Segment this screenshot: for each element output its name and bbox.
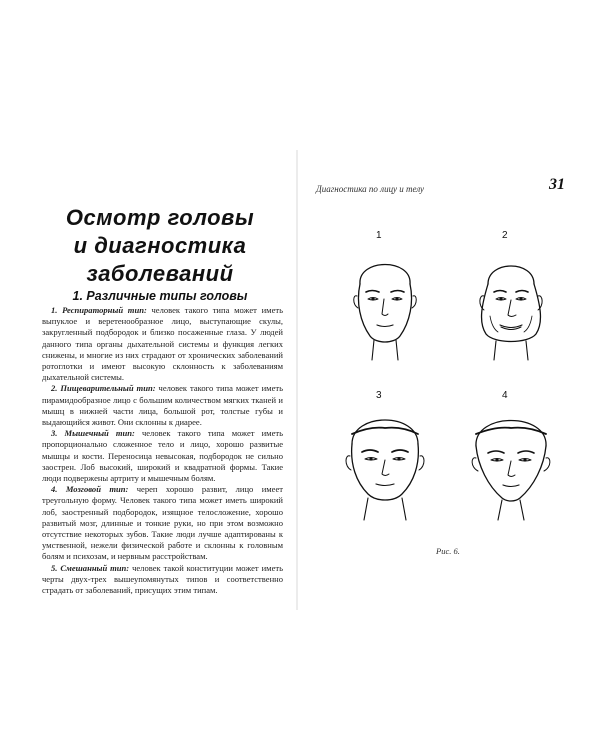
paragraph-muscular (42, 428, 283, 484)
chapter-heading (40, 204, 280, 288)
paragraph-text: человек такого типа может иметь пирамидообразное лицо с большим количеством мягких тканей и мышц в нижней части лица, большой рот, толстые губы и выдающийся живот. Они склонны к диарее. (42, 383, 284, 428)
term: 3. Мышечный тип: (51, 428, 135, 439)
figure-label-3: 3 (376, 390, 382, 401)
page-number: 31 (549, 176, 565, 193)
figure-label-1: 1 (376, 230, 382, 241)
page-gutter (296, 150, 298, 610)
face-illustration-4 (456, 404, 566, 528)
head-types-figure (330, 218, 570, 548)
body-text (42, 305, 283, 596)
paragraph-text: человек такого типа может иметь выпуклое и веретенообразное лицо, выступающие скулы, закругленный подбородок и близко посаженные глаза. У людей данного типа органы дыхательной системы и функция легких снижены, и многие из них страдают от хронических заболеваний ротоглотки и имеют высокую склонность к заболеваниям дыхательной системы. (42, 305, 283, 383)
term: 4. Мозговой тип: (51, 484, 129, 495)
paragraph-text: череп хорошо развит, лицо имеет треугольную форму. Человек такого типа может иметь широкий лоб, заостренный подбородок, изящное телосложение, хорошо развитый мозг, длинные и тонкие руки, но при этом возможно отсутствие некоторых зубов. Такие люди лучше адаптированы к умственной, нежели физической работе и склонны к головным болям и психозам, и нервным расстройствам. (42, 484, 283, 562)
heading-line: Осмотр головы (65, 205, 255, 230)
face-illustration-3 (330, 404, 440, 528)
section-subheading: 1. Различные типы головы (72, 289, 248, 303)
paragraph-mixed (42, 563, 283, 597)
face-illustration-1 (330, 244, 440, 368)
figure-label-4: 4 (502, 390, 508, 401)
term: 5. Смешанный тип: (51, 562, 130, 573)
term: 2. Пищеварительный тип: (51, 383, 156, 394)
term: 1. Респираторный тип: (51, 305, 147, 315)
figure-label-2: 2 (502, 230, 508, 241)
paragraph-digestive (42, 383, 283, 428)
paragraph-respiratory (42, 305, 283, 383)
paragraph-text: человек такого типа может иметь пропорционально сложенное тело и лицо, хорошо развитые мышцы и кости. Переносица невысокая, подбородок не сильно заострен. Лоб высокий, широкий и квадратной формы. Такие люди подвержены артриту и мышечным болям. (42, 428, 283, 484)
paragraph-cerebral (42, 484, 283, 562)
heading-line: и диагностика (73, 233, 247, 258)
running-head: Диагностика по лицу и телу (316, 184, 425, 194)
figure-caption: Рис. 6. (436, 546, 460, 556)
heading-line: заболеваний (86, 261, 234, 286)
paragraph-text: человек такой конституции может иметь черты двух-трех вышеупомянутых типов и соответственно страдать от заболеваний, присущих этим типам. (42, 562, 283, 596)
face-illustration-2 (456, 244, 566, 368)
